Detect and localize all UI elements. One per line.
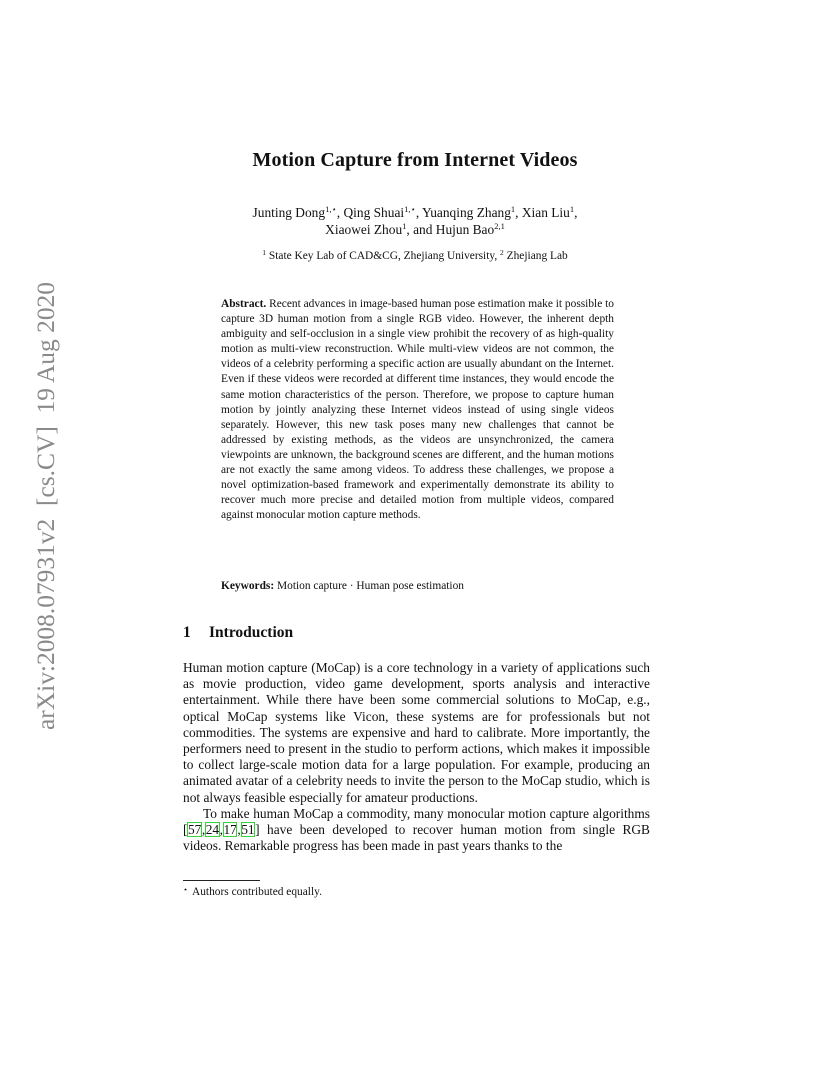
affiliation-mark: 2 (500, 248, 504, 257)
author-name: Xiaowei Zhou (325, 222, 403, 237)
abstract (221, 297, 614, 523)
keywords-label: Keywords: (221, 580, 275, 592)
body-text (183, 660, 650, 854)
section-number: 1 (183, 624, 191, 641)
footnote-mark: ⋆ (183, 885, 189, 894)
keywords-text: Motion capture · Human pose estimation (277, 580, 464, 592)
arxiv-identifier-text: arXiv:2008.07931v2 [cs.CV] 19 Aug 2020 (31, 280, 60, 730)
author-name: Junting Dong (252, 205, 326, 220)
intro-paragraph-1: Human motion capture (MoCap) is a core technology in a variety of applications such as movie production, video game development, sports analysis and interactive entertainment. While there have been some commercial solutions to MoCap, e.g., optical MoCap systems like Vicon, these systems are for professionals but not commodities. The systems are expensive and hard to calibrate. More importantly, the performers need to present in the studio to perform actions, which makes it impossible to collect large-scale motion data for a large population. For example, producing an animated avatar of a celebrity needs to invite the person to the MoCap studio, which is not always feasible especially for amateur productions. (183, 660, 650, 805)
abstract-label: Abstract. (221, 298, 267, 310)
author-affiliation-mark: 2,1 (494, 221, 505, 231)
footnote (183, 886, 322, 898)
arxiv-identifier-stamp (8, 280, 68, 730)
footnote-text: Authors contributed equally. (192, 886, 322, 898)
author-name: Xian Liu (521, 205, 570, 220)
author-affiliation-mark: 1,⋆ (325, 204, 337, 214)
author-list: Junting Dong$^{1,⋆}$, Qing Shuai$^{1,⋆}$, Yuanqing Zhang$^1$, Xian Liu$^1$, Xiaowei Zhou$^1$, and Hujun Bao$^{2,1}$ (252, 204, 578, 237)
affiliation-name: State Key Lab of CAD&CG, Zhejiang University, (268, 250, 498, 262)
abstract-text: Recent advances in image-based human pose estimation make it possible to capture 3D human motion from a single RGB video. However, the inherent depth ambiguity and self-occlusion in a single view prohibit the recovery of as high-quality motion as multi-view reconstruction. While multi-view videos are not common, the videos of a celebrity performing a specific action are usually abundant on the Internet. Even if these videos were recorded at different time instances, they would encode the same motion characteristics of the person. Therefore, we propose to capture human motion by jointly analyzing these Internet videos instead of using single videos separately. However, this new task poses many new challenges that cannot be addressed by existing methods, as the videos are unsynchronized, the camera viewpoints are unknown, the background scenes are different, and the human motions are not exactly the same among videos. To address these challenges, we propose a novel optimization-based framework and experimentally demonstrate its ability to recover much more precise and detailed motion from multiple videos, compared against monocular motion capture methods. (221, 298, 614, 522)
footnote-rule (183, 880, 260, 881)
section-title: Introduction (209, 624, 294, 641)
author-affiliation-mark: 1 (569, 204, 575, 214)
author-affiliation-mark: 1 (510, 204, 516, 214)
author-affiliation-mark: 1 (402, 221, 407, 231)
affiliation-mark: 1 (262, 248, 267, 257)
paper-title: Motion Capture from Internet Videos (252, 149, 578, 171)
author-name: Qing Shuai (343, 205, 405, 220)
author-name: Yuanqing Zhang (422, 205, 511, 220)
citation-link[interactable]: 24 (205, 822, 220, 838)
citation-link[interactable]: 17 (223, 822, 237, 838)
affiliation-name: Zhejiang Lab (506, 250, 568, 262)
affiliation-line (180, 250, 650, 262)
section-heading (183, 624, 293, 642)
author-name: Hujun Bao (435, 222, 495, 237)
author-affiliation-mark: 1,⋆ (404, 204, 416, 214)
citation-link[interactable]: 51 (241, 822, 255, 838)
citation-link[interactable]: 57 (187, 822, 202, 838)
keywords (221, 580, 614, 592)
intro-paragraph-2: To make human MoCap a commodity, many monocular motion capture algorithms [57,24,17,51] have been developed to recover human motion from single RGB videos. Remarkable progress has been made in past years thanks to the (183, 805, 650, 854)
